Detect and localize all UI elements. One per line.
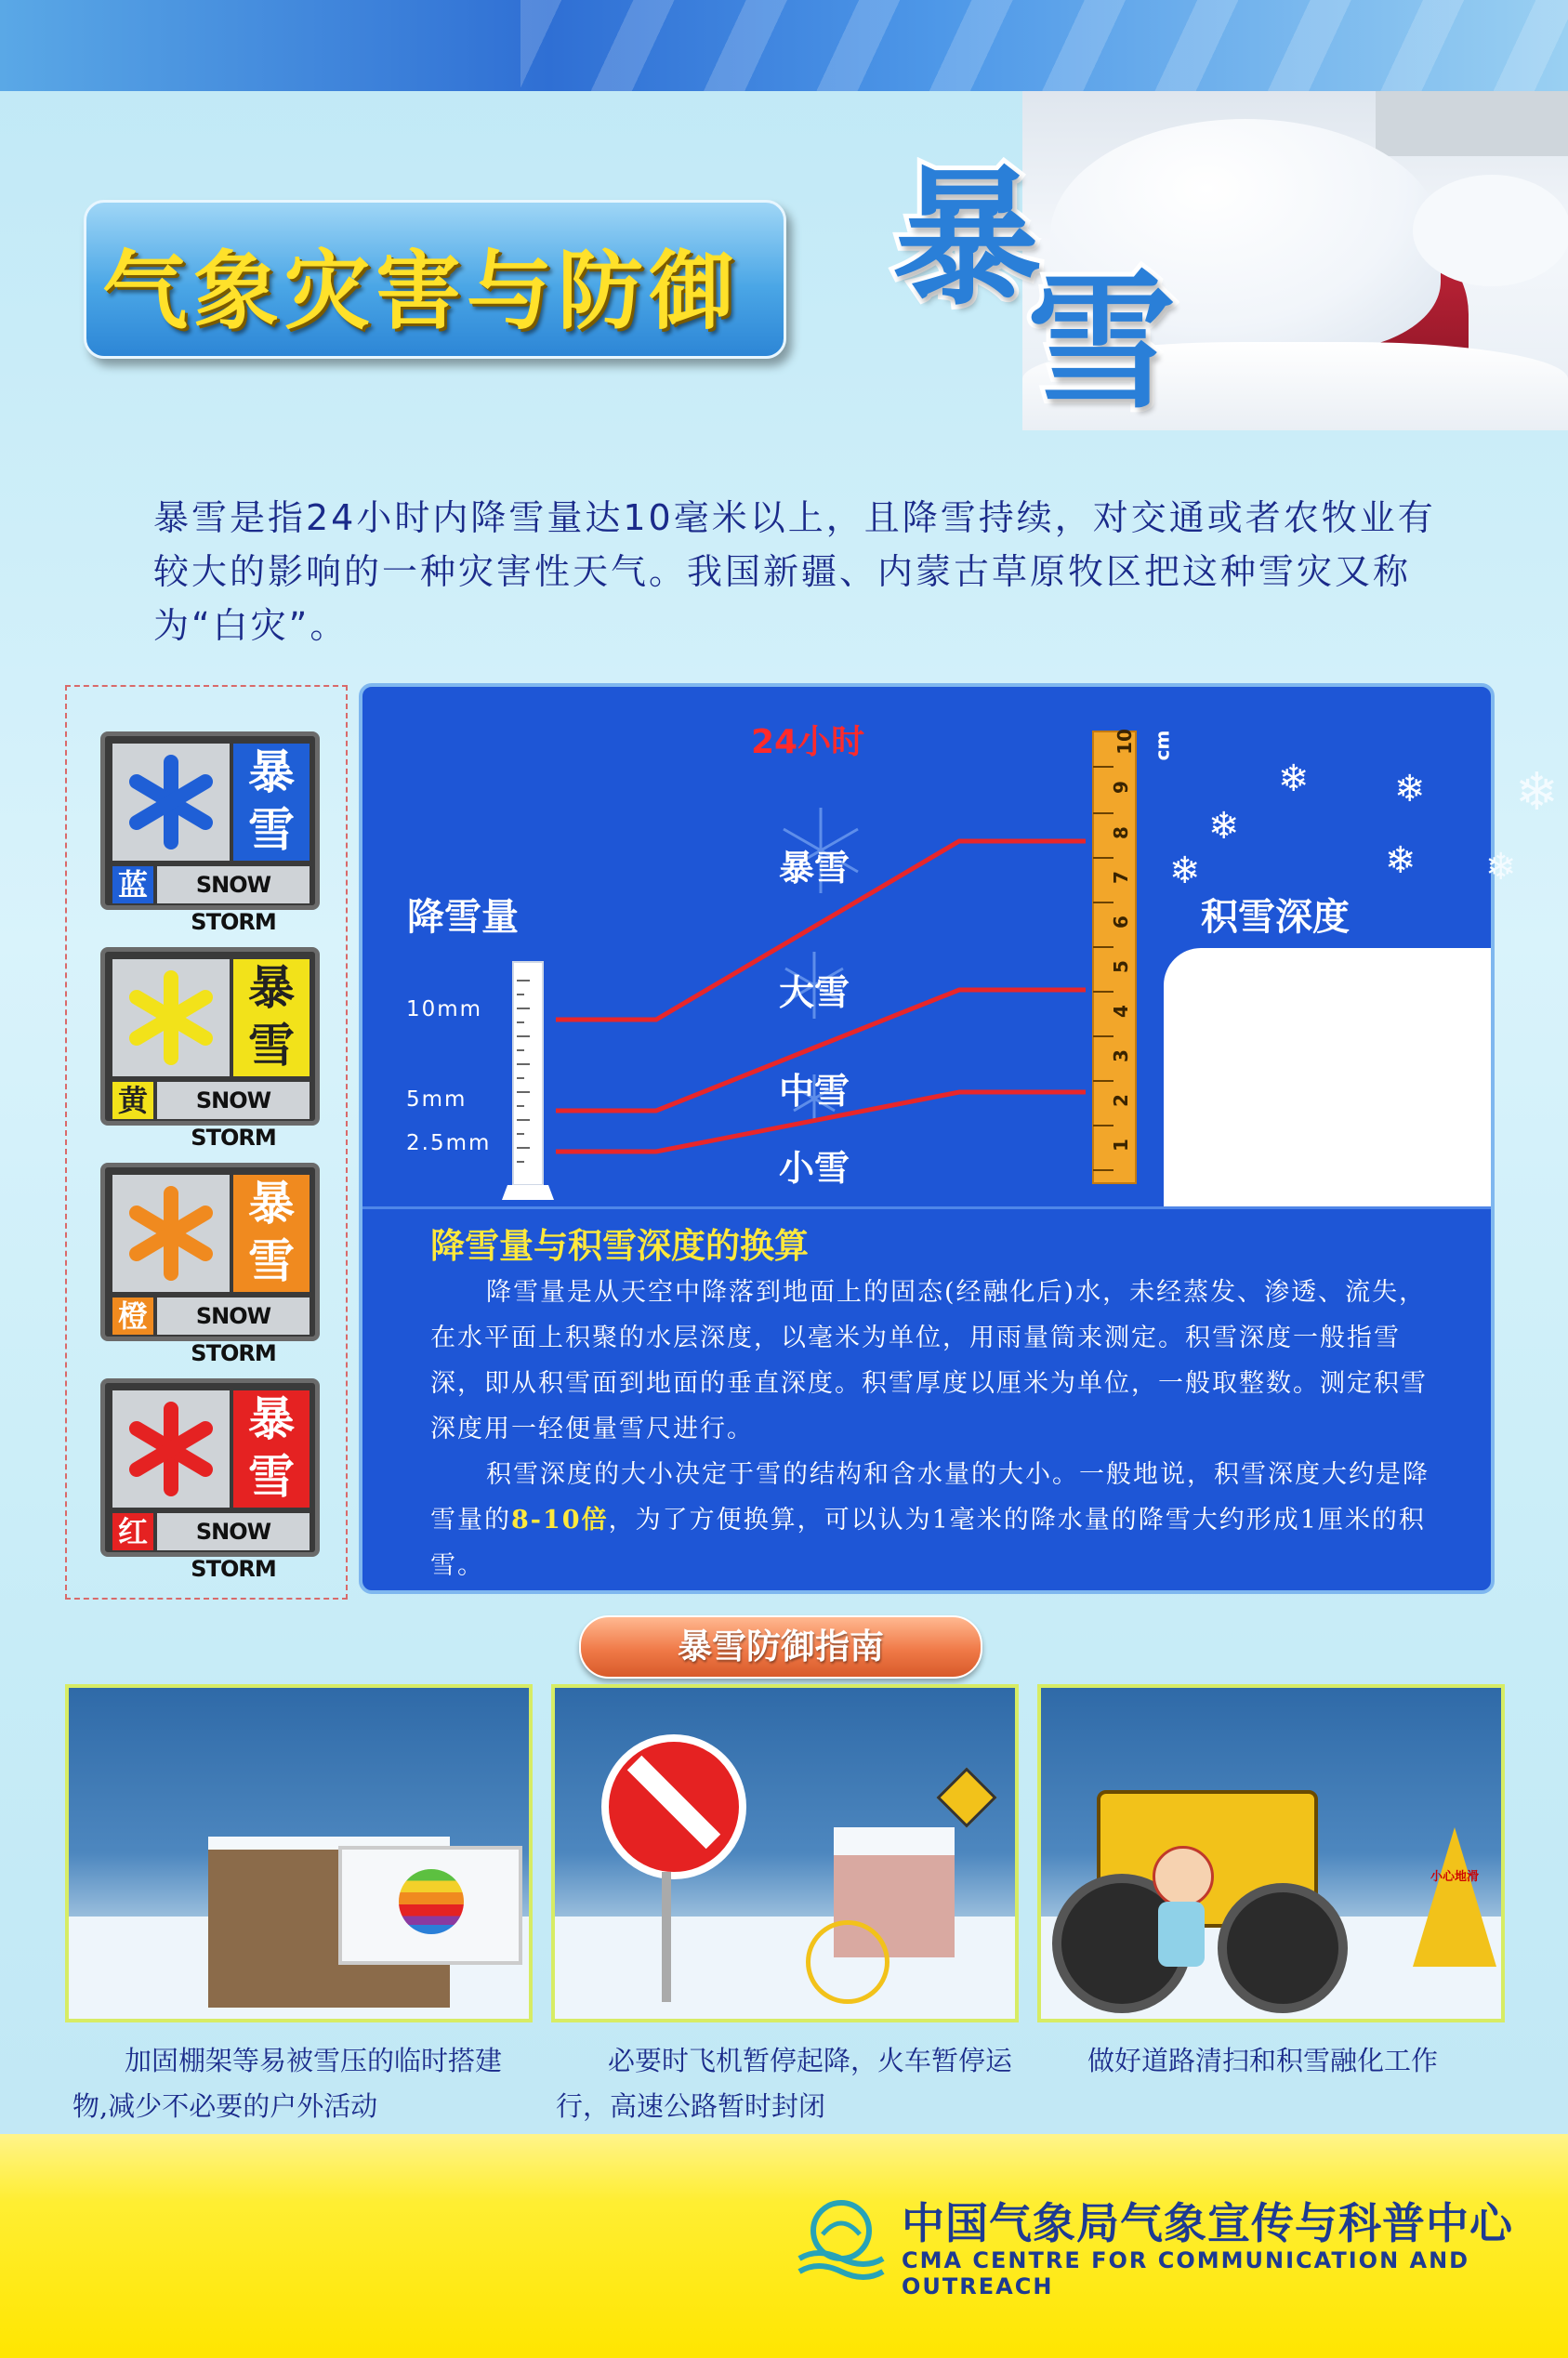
snowflake-icon: ❄: [1485, 846, 1517, 889]
warning-sign-blue: [100, 731, 320, 935]
big-title-char-2: 雪: [1027, 256, 1177, 429]
sign-chars: 暴雪: [248, 961, 295, 1073]
organization-name-en: CMA CENTRE FOR COMMUNICATION AND OUTREACH: [902, 2247, 1470, 2299]
sign-level: 黄: [112, 1082, 153, 1119]
ruler-unit: cm: [1151, 730, 1174, 761]
snowflake-icon: ❄: [1515, 762, 1559, 823]
top-banner: [0, 0, 1568, 91]
caption-3: 做好道路清扫和积雪融化工作: [1087, 2045, 1439, 2076]
sign-english: SNOW STORM: [157, 1513, 310, 1550]
snowfall-label: 降雪量: [407, 896, 519, 939]
big-title-char-1: 暴: [892, 151, 1042, 325]
gauge-mark-10mm: 10mm: [406, 997, 483, 1021]
slippery-sign-text: 小心地滑: [1430, 1870, 1479, 1884]
sign-chars: 暴雪: [248, 745, 295, 857]
warning-sign-yellow: [100, 947, 320, 1151]
gauge-mark-2-5mm: 2.5mm: [406, 1131, 492, 1155]
sign-level: 橙: [112, 1298, 153, 1335]
gauge-mark-5mm: 5mm: [406, 1087, 468, 1112]
sign-level: 红: [112, 1513, 153, 1550]
sign-english: SNOW STORM: [157, 1082, 310, 1119]
grade-light-snow: 小雪: [779, 1148, 850, 1189]
sign-level: 蓝: [112, 866, 153, 903]
grade-moderate-snow: 中雪: [779, 1071, 850, 1112]
snowflake-icon: [112, 959, 230, 1076]
guide-title-pill: [579, 1615, 982, 1679]
caption-2: 必要时飞机暂停起降，火车暂停运行，高速公路暂时封闭: [556, 2045, 1013, 2122]
intro-text: 暴雪是指24小时内降雪量达10毫米以上，且降雪持续，对交通或者农牧业有较大的影响的一种灾害性天气。我国新疆、内蒙古草原牧区把这种雪灾又称为“白灾”。: [153, 497, 1436, 646]
page-title: 气象灾害与防御: [102, 241, 741, 341]
photo-suspend-transport: [551, 1684, 1019, 2022]
snowflake-icon: ❄: [1278, 757, 1310, 800]
snowflake-icon: ❄: [1208, 805, 1240, 848]
conversion-title: 降雪量与积雪深度的换算: [430, 1226, 809, 1266]
warning-sign-orange: [100, 1163, 320, 1366]
warning-sign-red: [100, 1378, 320, 1582]
organization-name-cn: 中国气象局气象宣传与科普中心: [902, 2198, 1513, 2248]
snowflake-icon: ❄: [1394, 768, 1426, 810]
conversion-paragraph-1: 降雪量是从天空中降落到地面上的固态(经融化后)水，未经蒸发、渗透、流失，在水平面上积聚的水层深度，以毫米为单位，用雨量筒来测定。积雪深度一般指雪深，即从积雪面到地面的垂直深度。积雪厚度以厘米为单位，一般取整数。测定积雪深度用一轻便量雪尺进行。: [430, 1278, 1428, 1443]
snowflake-icon: [112, 744, 230, 861]
grade-heavy-snow: 大雪: [779, 972, 850, 1013]
caption-1: 加固棚架等易被雪压的临时搭建物,减少不必要的户外活动: [72, 2045, 503, 2122]
grade-blizzard: 暴雪: [779, 848, 850, 889]
sign-english: SNOW STORM: [157, 866, 310, 903]
period-label: 24小时: [751, 723, 865, 761]
snowfall-depth-graphic: [359, 683, 1495, 1208]
cma-logo-icon: [790, 2193, 892, 2286]
photo-reinforce-structures: [65, 1684, 533, 2022]
conversion-paragraph-2: 积雪深度的大小决定于雪的结构和含水量的大小。一般地说，积雪深度大约是降雪量的8-10倍，为了方便换算，可以认为1毫米的降水量的降雪大约形成1厘米的积雪。: [430, 1460, 1430, 1580]
guide-title: 暴雪防御指南: [678, 1627, 884, 1666]
sign-chars: 暴雪: [248, 1392, 295, 1504]
snowflake-icon: [112, 1390, 230, 1508]
snowflake-icon: [112, 1175, 230, 1292]
ruler-numbers: 10 9 8 7 6 5 4 3 2 1: [1109, 729, 1136, 1152]
snow-depth-label: 积雪深度: [1201, 896, 1350, 939]
photo-clear-roads: [1037, 1684, 1505, 2022]
sign-chars: 暴雪: [248, 1177, 295, 1288]
snowflake-icon: ❄: [1169, 850, 1201, 892]
snowflake-icon: ❄: [1385, 839, 1416, 882]
warning-signs-panel: [65, 685, 348, 1600]
sign-english: SNOW STORM: [157, 1298, 310, 1335]
